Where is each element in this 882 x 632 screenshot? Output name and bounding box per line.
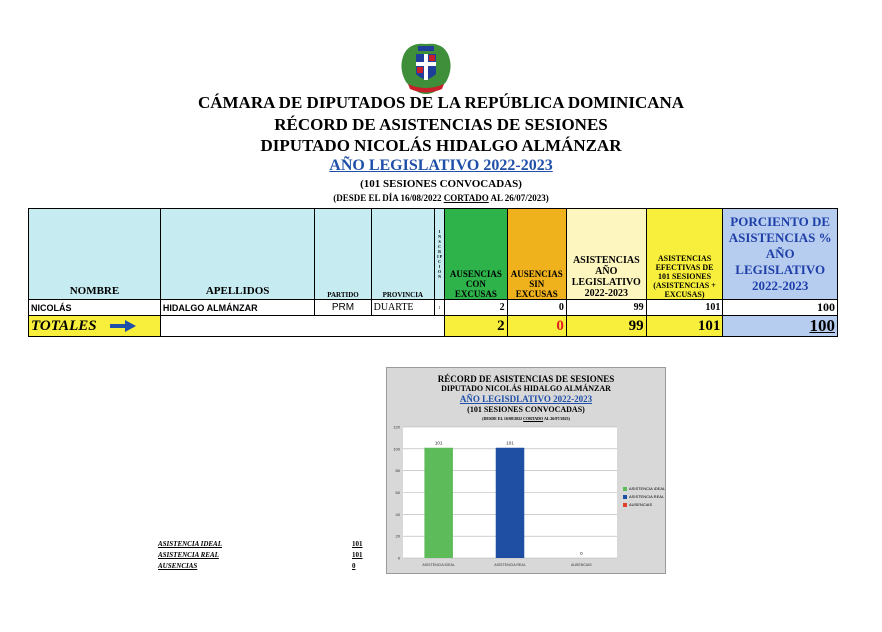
- chart-title-3: AÑO LEGISDLATIVO 2022-2023: [459, 394, 593, 404]
- chart-title-4: (101 SESIONES CONVOCADAS): [467, 405, 585, 414]
- coat-of-arms-logo: [396, 40, 456, 96]
- y-tick-label: 60: [395, 490, 400, 495]
- cell-ausencias-con: 2: [445, 300, 507, 316]
- col-header-asistencias-efectivas: ASISTENCIAS EFECTIVAS DE 101 SESIONES (ASISTENCIAS + EXCUSAS): [646, 209, 723, 300]
- summary-label-ideal: ASISTENCIA IDEAL: [158, 540, 222, 548]
- cell-porciento: 100: [723, 300, 838, 316]
- col-header-provincia: PROVINCIA: [371, 209, 434, 300]
- legend-swatch: [623, 503, 627, 507]
- attendance-table: [28, 208, 838, 337]
- cell-provincia: DUARTE: [371, 300, 434, 316]
- header-deputy-name: DIPUTADO NICOLÁS HIDALGO ALMÁNZAR: [260, 136, 622, 155]
- y-tick-label: 20: [395, 533, 400, 539]
- data-label: 101: [434, 440, 443, 446]
- legend-swatch: [623, 495, 627, 499]
- x-tick-label: ASISTENCIA IDEAL: [422, 563, 455, 567]
- data-label: 0: [580, 551, 583, 556]
- summary-value-ausencias: 0: [352, 562, 356, 570]
- totals-ausencias-sin: 0: [507, 316, 566, 337]
- cell-apellidos: HIDALGO ALMÁNZAR: [160, 300, 314, 316]
- chart-title-1: RÉCORD DE ASISTENCIAS DE SESIONES: [437, 374, 615, 384]
- col-header-asistencias-ano: ASISTENCIAS AÑO LEGISLATIVO 2022-2023: [566, 209, 646, 300]
- legend-item: ASISTENCIA IDEAL: [623, 486, 665, 491]
- y-tick-label: 40: [395, 511, 400, 517]
- cell-inscripcion: 1: [435, 300, 445, 316]
- totals-ausencias-con: 2: [445, 316, 507, 337]
- col-header-ausencias-con: AUSENCIAS CON EXCUSAS: [445, 209, 507, 300]
- x-tick-label: AUSENCIAS: [570, 563, 592, 567]
- col-header-ausencias-sin: AUSENCIAS SIN EXCUSAS: [507, 209, 566, 300]
- totals-porciento: 100: [723, 316, 838, 337]
- summary-label-real: ASISTENCIA REAL: [158, 551, 219, 559]
- totals-efectivas: 101: [646, 316, 723, 337]
- header-sessions: (101 SESIONES CONVOCADAS): [360, 178, 522, 190]
- chart-subtitle: (DESDE EL 16/08/2022 CORTADO AL 26/07/2023): [482, 416, 570, 421]
- bar: [424, 448, 453, 558]
- arrow-right-icon: [110, 320, 136, 332]
- col-header-partido: PARTIDO: [315, 209, 371, 300]
- y-tick-label: 0: [397, 555, 400, 561]
- col-header-apellidos: APELLIDOS: [160, 209, 314, 300]
- y-tick-label: 100: [393, 446, 400, 452]
- col-header-nombre: NOMBRE: [29, 209, 161, 300]
- x-tick-label: ASISTENCIA REAL: [494, 563, 526, 567]
- chart-plot: [387, 423, 623, 571]
- legend-swatch: [623, 487, 627, 491]
- y-tick-label: 80: [395, 468, 400, 474]
- col-header-inscripcion: I N S C R I P C I O N: [435, 209, 445, 300]
- chart-legend: [623, 486, 665, 510]
- legend-item: AUSENCIAS: [623, 502, 665, 507]
- cell-ausencias-sin: 0: [507, 300, 566, 316]
- summary-label-ausencias: AUSENCIAS: [158, 562, 198, 570]
- summary-value-ideal: 101: [352, 540, 363, 548]
- header-date-range: (DESDE EL DÍA 16/08/2022 CORTADO AL 26/07/2023): [333, 193, 549, 203]
- cell-partido: PRM: [315, 300, 371, 316]
- totals-row: [29, 316, 838, 337]
- cell-asistencias: 99: [566, 300, 646, 316]
- table-row: [29, 300, 838, 316]
- header-record-title: RÉCORD DE ASISTENCIAS DE SESIONES: [274, 115, 608, 134]
- header-legislative-year: AÑO LEGISLATIVO 2022-2023: [329, 157, 553, 174]
- totals-asistencias: 99: [566, 316, 646, 337]
- data-label: 101: [506, 440, 514, 446]
- totals-empty: [160, 316, 314, 337]
- cell-efectivas: 101: [646, 300, 723, 316]
- header-title: CÁMARA DE DIPUTADOS DE LA REPÚBLICA DOMINICANA: [197, 93, 685, 112]
- col-header-porciento: PORCIENTO DE ASISTENCIAS % AÑO LEGISLATIVO 2022-2023: [723, 209, 838, 300]
- summary-value-real: 101: [352, 551, 363, 559]
- chart-title-2: DIPUTADO NICOLÁS HIDALGO ALMÁNZAR: [441, 384, 611, 393]
- attendance-chart: [386, 367, 666, 574]
- y-tick-label: 120: [393, 424, 400, 430]
- bar: [496, 448, 525, 558]
- cell-nombre: NICOLÁS: [29, 300, 161, 316]
- legend-item: ASISTENCIA REAL: [623, 494, 665, 499]
- totals-label: TOTALES: [29, 316, 161, 337]
